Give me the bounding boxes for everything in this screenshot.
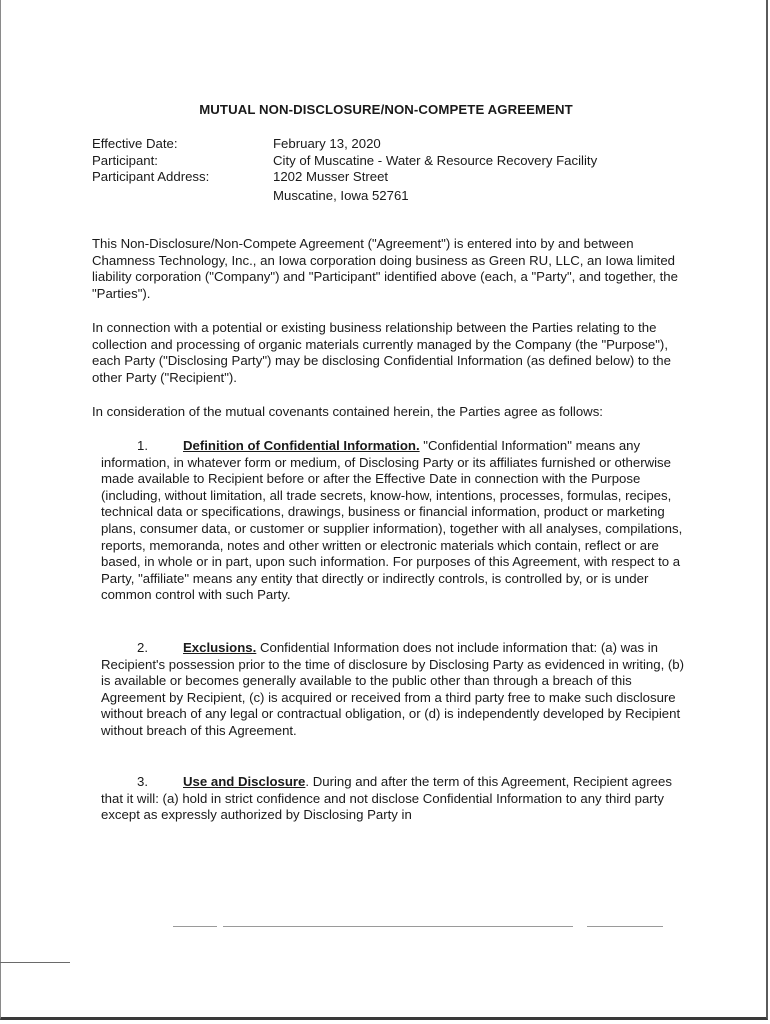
section-heading: Use and Disclosure — [183, 774, 306, 789]
intro-paragraph-parties: This Non-Disclosure/Non-Compete Agreement ("Agreement") is entered into by and between Chamness Technology, Inc., an Iowa corporation doing business as Green RU, LLC, an Iowa limited liability corporation ("Company") and "Participant" identified above (each, a "Party", and together, the "Parties"). — [92, 236, 678, 301]
intro-paragraph-purpose: In connection with a potential or existing business relationship between the Parties relating to the collection and processing of organic materials currently managed by the Company (the "Purpose"), each Party ("Disclosing Party") may be disclosing Confidential Information (as defined below) to the other Party ("Recipient"). — [92, 320, 671, 385]
participant-value: City of Muscatine - Water & Resource Recovery Facility — [273, 152, 598, 168]
intro-paragraph-consideration: In consideration of the mutual covenants contained herein, the Parties agree as follows: — [92, 404, 603, 419]
section-text: Confidential Information does not include information that: (a) was in Recipient's possession prior to the time of disclosure by Disclosing Party as evidenced in writing, (b) is available or becomes generally available to the public other than through a breach of this Agreement by Recipient, (c) is acquired or received from a third party free to make such disclosure without breach of any legal or contractual obligation, or (d) is independently developed by Recipient without breach of this Agreement. — [101, 640, 685, 738]
effective-date-row — [92, 136, 597, 153]
section-number: 3. — [137, 774, 148, 789]
address-line-2: Muscatine, Iowa 52761 — [273, 187, 409, 203]
initials-line-2 — [587, 926, 663, 927]
margin-rule — [0, 962, 70, 963]
initials-line-1 — [173, 926, 217, 927]
participant-label: Participant: — [92, 152, 158, 168]
section-heading: Definition of Confidential Information. — [183, 438, 420, 453]
document-title: MUTUAL NON-DISCLOSURE/NON-COMPETE AGREEMENT — [199, 102, 573, 117]
section-definition — [101, 438, 686, 604]
address-row — [92, 169, 597, 186]
section-text: . During and after the term of this Agreement, Recipient agrees that it will: (a) hold in strict confidence and not disclose Confidential Information to any third party except as expressly authorized by Disclosing Party in — [101, 774, 672, 823]
agreement-info-block — [92, 136, 597, 204]
effective-date-label: Effective Date: — [92, 136, 178, 151]
section-number: 1. — [137, 438, 148, 453]
effective-date-value: February 13, 2020 — [273, 136, 381, 151]
address-line-1: 1202 Musser Street — [273, 169, 389, 184]
section-use-and-disclosure — [101, 774, 686, 824]
participant-row — [92, 153, 597, 170]
section-number: 2. — [137, 640, 148, 655]
address-label-spacer — [92, 188, 273, 205]
section-exclusions — [101, 640, 686, 740]
address-row-2 — [92, 188, 597, 205]
section-heading: Exclusions. — [183, 640, 257, 655]
signature-line — [223, 926, 573, 927]
section-text: "Confidential Information" means any information, in whatever form or medium, of Disclosing Party or its affiliates furnished or otherwise made available to Recipient before or after the Effective Date in connection with the Purpose (including, without limitation, all trade secrets, know-how, intentions, processes, formulas, recipes, technical data or specifications, drawings, business or financial information, product or marketing plans, consumer data, or customer or supplier information), together with all analyses, compilations, reports, memoranda, notes and other written or electronic materials which contain, reflect or are based, in whole or in part, upon such information. For purposes of this Agreement, with respect to a Party, "affiliate" means any entity that directly or indirectly controls, is controlled by, or is under common control with such Party. — [101, 438, 683, 603]
address-label: Participant Address: — [92, 169, 210, 184]
